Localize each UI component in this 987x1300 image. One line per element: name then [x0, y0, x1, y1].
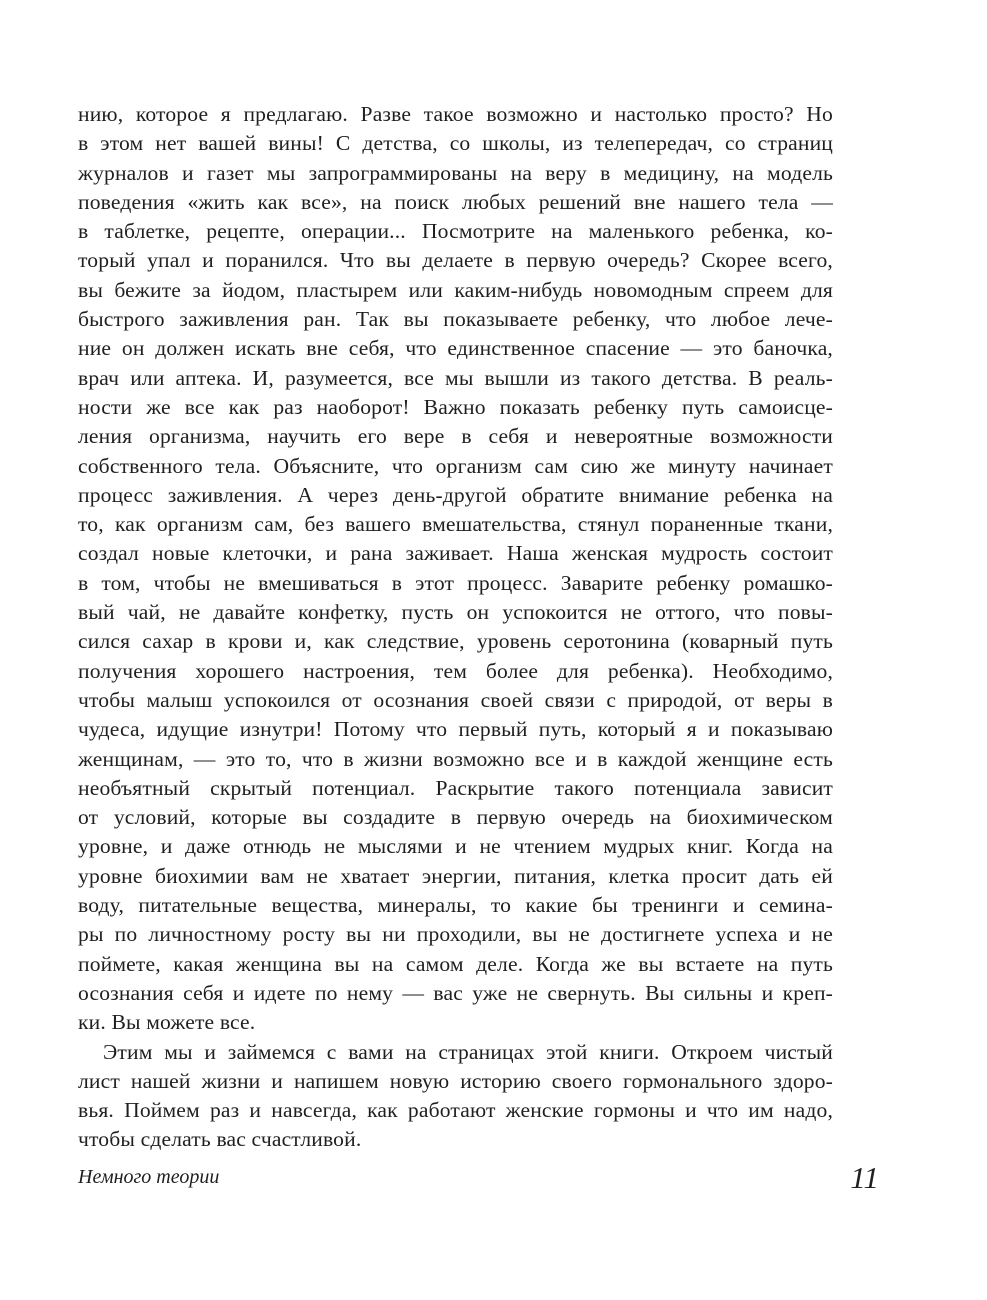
- text-line: процесс заживления. А через день-другой обратите внимание ребенка на: [78, 482, 833, 507]
- text-line: ры по личностному росту вы ни проходили, вы не достигнете успеха и не: [78, 922, 833, 947]
- text-line: лист нашей жизни и напишем новую историю своего гормонального здоро-: [78, 1068, 833, 1093]
- text-line: чтобы малыш успокоился от осознания своей связи с природой, от веры в: [78, 687, 833, 712]
- text-line: ки. Вы можете все.: [78, 1010, 256, 1035]
- text-line: то, как организм сам, без вашего вмешательства, стянул пораненные ткани,: [78, 512, 833, 537]
- text-line: в том, чтобы не вмешиваться в этот процесс. Заварите ребенку ромашко-: [78, 570, 833, 595]
- paragraph-1: [78, 100, 833, 1038]
- text-line: быстрого заживления ран. Так вы показываете ребенку, что любое лече-: [78, 307, 833, 332]
- running-footer-section-title: Немного теории: [78, 1166, 220, 1188]
- text-line: собственного тела. Объясните, что организм сам сию же минуту начинает: [78, 453, 833, 478]
- text-line: ности же все как раз наоборот! Важно показать ребенку путь самоисце-: [78, 394, 833, 419]
- text-line: создал новые клеточки, и рана заживает. Наша женская мудрость состоит: [78, 541, 833, 566]
- text-line: сился сахар в крови и, как следствие, уровень серотонина (коварный путь: [78, 629, 833, 654]
- text-line: в таблетке, рецепте, операции... Посмотрите на маленького ребенка, ко-: [78, 219, 833, 244]
- text-line: ние он должен искать вне себя, что единственное спасение — это баночка,: [78, 336, 833, 361]
- text-line: необъятный скрытый потенциал. Раскрытие такого потенциала зависит: [78, 775, 833, 800]
- text-line: ления организма, научить его вере в себя и невероятные возможности: [78, 424, 833, 449]
- text-line: женщинам, — это то, что в жизни возможно все и в каждой женщине есть: [78, 746, 833, 771]
- text-line: поведения «жить как все», на поиск любых решений вне нашего тела —: [78, 189, 833, 214]
- text-line: уровне биохимии вам не хватает энергии, питания, клетка просит дать ей: [78, 863, 833, 888]
- text-line: получения хорошего настроения, тем более для ребенка). Необходимо,: [78, 658, 833, 683]
- text-line: вы бежите за йодом, пластырем или каким-нибудь новомодным спреем для: [78, 277, 833, 302]
- text-line: нию, которое я предлагаю. Разве такое возможно и настолько просто? Но: [78, 102, 833, 126]
- page-number: 11: [850, 1160, 879, 1195]
- text-line: поймете, какая женщина вы на самом деле. Когда же вы встаете на путь: [78, 951, 833, 976]
- text-line: журналов и газет мы запрограммированы на веру в медицину, на модель: [78, 160, 833, 185]
- text-line: воду, питательные вещества, минералы, то какие бы тренинги и семина-: [78, 893, 833, 918]
- text-line: врач или аптека. И, разумеется, все мы вышли из такого детства. В реаль-: [78, 365, 833, 390]
- text-line: чудеса, идущие изнутри! Потому что первый путь, который я и показываю: [78, 717, 833, 742]
- text-line: чтобы сделать вас счастливой.: [78, 1127, 362, 1152]
- text-line: в этом нет вашей вины! С детства, со школы, из телепередач, со страниц: [78, 131, 833, 156]
- text-line: вья. Поймем раз и навсегда, как работают женские гормоны и что им надо,: [78, 1098, 833, 1123]
- text-line: осознания себя и идете по нему — вас уже не свернуть. Вы сильны и креп-: [78, 980, 833, 1005]
- paragraph-2: [78, 1038, 833, 1155]
- text-line: от условий, которые вы создадите в первую очередь на биохимическом: [78, 805, 833, 830]
- text-line: вый чай, не давайте конфетку, пусть он успокоится не оттого, что повы-: [78, 600, 833, 625]
- text-line: уровне, и даже отнюдь не мыслями и не чтением мудрых книг. Когда на: [78, 834, 833, 859]
- text-line: Этим мы и займемся с вами на страницах этой книги. Откроем чистый: [103, 1039, 833, 1064]
- body-text: [78, 100, 833, 1155]
- text-line: торый упал и поранился. Что вы делаете в первую очередь? Скорее всего,: [78, 248, 833, 273]
